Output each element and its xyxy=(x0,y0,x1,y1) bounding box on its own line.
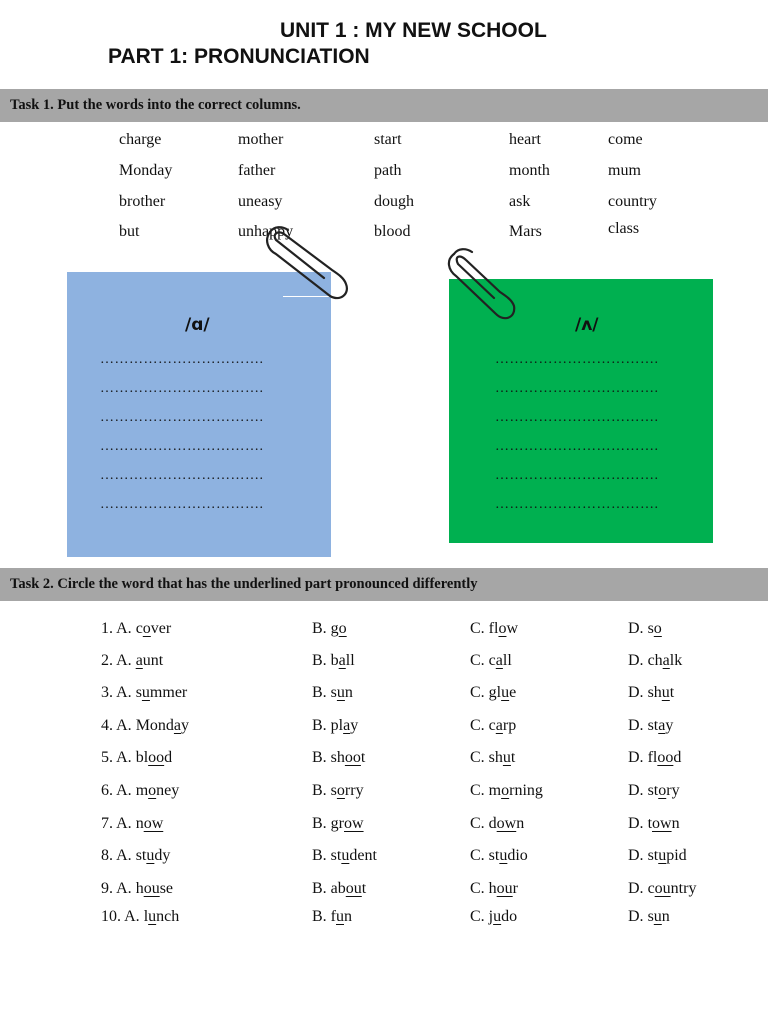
option-letter: B. xyxy=(312,652,327,669)
question-number: 8. xyxy=(101,847,113,864)
underlined-part: u xyxy=(493,908,502,925)
option-letter: C. xyxy=(470,620,485,637)
underlined-part: o xyxy=(148,782,157,799)
question-option[interactable] xyxy=(470,652,512,670)
paperclip-icon xyxy=(444,246,522,324)
question-option[interactable] xyxy=(470,908,517,926)
underlined-part: u xyxy=(146,847,155,864)
question-option[interactable] xyxy=(312,880,366,898)
column-a-symbol: /ɑ/ xyxy=(185,315,210,335)
question-option[interactable] xyxy=(101,847,170,865)
word-item[interactable]: uneasy xyxy=(238,193,283,210)
underlined-part: ou xyxy=(496,880,513,897)
question-number: 4. xyxy=(101,717,113,734)
underlined-part: ow xyxy=(143,815,164,832)
word-item[interactable]: unhappy xyxy=(238,223,294,240)
option-letter: C. xyxy=(470,782,485,799)
word-item[interactable]: Mars xyxy=(509,223,542,240)
option-word-end: dio xyxy=(507,847,528,864)
option-word-start: l xyxy=(143,908,149,925)
question-option[interactable] xyxy=(312,620,347,638)
question-option[interactable] xyxy=(470,749,515,767)
part-title: PART 1: PRONUNCIATION xyxy=(108,45,370,68)
option-letter: D. xyxy=(628,749,644,766)
question-option[interactable] xyxy=(628,684,674,702)
underlined-part: u xyxy=(653,908,662,925)
option-word-start: st xyxy=(330,847,342,864)
option-word-end: se xyxy=(159,880,174,897)
option-word-end: t xyxy=(669,684,675,701)
option-word-end: y xyxy=(181,717,190,734)
answer-blank[interactable]: ……………………………. xyxy=(495,352,659,367)
word-item[interactable]: country xyxy=(608,193,657,210)
word-item[interactable]: heart xyxy=(509,131,541,148)
option-word-start: bl xyxy=(135,749,149,766)
answer-blank[interactable]: ……………………………. xyxy=(495,410,659,425)
question-option[interactable] xyxy=(470,782,543,800)
option-word-end: do xyxy=(501,908,518,925)
option-letter: C. xyxy=(470,717,485,734)
question-option[interactable] xyxy=(470,880,518,898)
task2-instruction-band xyxy=(0,568,768,601)
underlined-part: u xyxy=(499,847,508,864)
option-word-end: d xyxy=(164,749,173,766)
answer-blank[interactable]: ……………………………. xyxy=(100,352,264,367)
underlined-part: a xyxy=(495,652,503,669)
option-word-start: j xyxy=(488,908,494,925)
option-word-end: ll xyxy=(502,652,512,669)
option-word-start: fl xyxy=(647,749,658,766)
question-option[interactable] xyxy=(312,815,364,833)
answer-blank[interactable]: ……………………………. xyxy=(100,439,264,454)
answer-blank[interactable]: ……………………………. xyxy=(495,439,659,454)
underlined-part: ou xyxy=(654,880,671,897)
underlined-part: oo xyxy=(148,749,165,766)
option-word-start: s xyxy=(647,620,654,637)
underlined-part: u xyxy=(501,684,510,701)
option-letter: D. xyxy=(628,908,644,925)
word-item[interactable]: month xyxy=(509,162,550,179)
question-option[interactable] xyxy=(101,880,173,898)
option-letter: A. xyxy=(116,652,132,669)
option-letter: D. xyxy=(628,815,644,832)
underlined-part: u xyxy=(661,684,670,701)
option-word-start: Mond xyxy=(135,717,174,734)
option-letter: D. xyxy=(628,782,644,799)
answer-blank[interactable]: ……………………………. xyxy=(100,410,264,425)
option-word-end: pid xyxy=(666,847,687,864)
question-option[interactable] xyxy=(470,717,516,735)
option-word-start: sh xyxy=(647,684,662,701)
option-word-start: st xyxy=(647,717,659,734)
word-item[interactable]: mother xyxy=(238,131,284,148)
option-letter: B. xyxy=(312,782,327,799)
option-word-start: st xyxy=(647,782,659,799)
word-item[interactable]: brother xyxy=(119,193,166,210)
option-letter: A. xyxy=(116,815,132,832)
option-word-start: g xyxy=(330,620,339,637)
question-option[interactable] xyxy=(470,684,516,702)
option-word-end: ry xyxy=(666,782,680,799)
underlined-part: ou xyxy=(143,880,160,897)
task1-instruction-band xyxy=(0,89,768,122)
option-letter: C. xyxy=(470,908,485,925)
question-option[interactable] xyxy=(628,847,687,865)
option-word-end: r xyxy=(512,880,518,897)
question-option[interactable] xyxy=(628,880,696,898)
option-word-start: c xyxy=(647,880,655,897)
underlined-part: a xyxy=(658,717,666,734)
option-word-end: rning xyxy=(509,782,543,799)
underlined-part: u xyxy=(336,908,344,925)
underlined-part: a xyxy=(662,652,670,669)
question-number: 1. xyxy=(101,620,113,637)
word-item[interactable]: path xyxy=(374,162,402,179)
option-word-end: ver xyxy=(150,620,172,637)
option-word-end: mmer xyxy=(149,684,188,701)
option-word-start: n xyxy=(135,815,144,832)
question-option[interactable] xyxy=(101,815,163,833)
question-option[interactable] xyxy=(312,652,355,670)
underlined-part: o xyxy=(658,782,667,799)
question-option[interactable] xyxy=(312,717,358,735)
option-word-start: m xyxy=(135,782,149,799)
option-word-end: ney xyxy=(156,782,180,799)
word-item[interactable]: dough xyxy=(374,193,414,210)
option-letter: D. xyxy=(628,652,644,669)
underlined-part: u xyxy=(336,684,345,701)
answer-blank[interactable]: ……………………………. xyxy=(495,381,659,396)
option-word-start: h xyxy=(488,880,497,897)
underlined-part: ou xyxy=(345,880,362,897)
option-letter: A. xyxy=(116,782,132,799)
task2-instruction: Task 2. Circle the word that has the underlined part pronounced differently xyxy=(10,576,478,592)
underlined-part: oo xyxy=(657,749,674,766)
question-option[interactable] xyxy=(628,620,662,638)
underlined-part: u xyxy=(148,908,157,925)
option-word-start: c xyxy=(488,717,496,734)
option-word-start: fl xyxy=(488,620,499,637)
option-word-end: n xyxy=(516,815,525,832)
question-number: 5. xyxy=(101,749,113,766)
question-option[interactable] xyxy=(101,908,179,926)
question-option[interactable] xyxy=(312,908,352,926)
option-letter: B. xyxy=(312,620,327,637)
option-letter: D. xyxy=(628,880,644,897)
question-option[interactable] xyxy=(101,749,172,767)
option-word-end: n xyxy=(671,815,680,832)
word-item[interactable]: father xyxy=(238,162,276,179)
underlined-part: a xyxy=(173,717,182,734)
task1-instruction: Task 1. Put the words into the correct columns. xyxy=(10,97,301,113)
option-word-start: ch xyxy=(647,652,663,669)
option-letter: B. xyxy=(312,717,327,734)
option-letter: B. xyxy=(312,847,327,864)
question-option[interactable] xyxy=(312,684,353,702)
underlined-part: a xyxy=(135,652,143,669)
option-letter: B. xyxy=(312,880,327,897)
word-item[interactable]: but xyxy=(119,223,140,240)
question-number: 7. xyxy=(101,815,113,832)
question-option[interactable] xyxy=(628,815,680,833)
question-option[interactable] xyxy=(628,652,682,670)
option-letter: A. xyxy=(116,717,132,734)
question-option[interactable] xyxy=(628,717,673,735)
option-word-start: m xyxy=(488,782,502,799)
question-option[interactable] xyxy=(312,847,377,865)
option-letter: C. xyxy=(470,652,485,669)
answer-blank[interactable]: ……………………………. xyxy=(100,381,264,396)
question-option[interactable] xyxy=(470,847,528,865)
underlined-part: o xyxy=(336,782,345,799)
question-number: 3. xyxy=(101,684,113,701)
option-word-end: rry xyxy=(344,782,364,799)
word-item[interactable]: come xyxy=(608,131,643,148)
underlined-part: u xyxy=(341,847,350,864)
option-letter: B. xyxy=(312,684,327,701)
option-word-end: e xyxy=(509,684,517,701)
underlined-part: u xyxy=(502,749,511,766)
question-number: 2. xyxy=(101,652,113,669)
underlined-part: a xyxy=(338,652,346,669)
question-option[interactable] xyxy=(470,815,524,833)
word-item[interactable]: ask xyxy=(509,193,531,210)
underlined-part: o xyxy=(501,782,510,799)
underlined-part: o xyxy=(498,620,507,637)
column-uh-symbol: /ʌ/ xyxy=(575,315,599,335)
option-letter: D. xyxy=(628,847,644,864)
answer-blank[interactable]: ……………………………. xyxy=(100,468,264,483)
option-word-start: c xyxy=(488,652,496,669)
option-letter: A. xyxy=(116,880,132,897)
question-option[interactable] xyxy=(312,782,364,800)
word-item[interactable]: class xyxy=(608,220,640,237)
option-letter: D. xyxy=(628,684,644,701)
option-letter: A. xyxy=(116,749,132,766)
underlined-part: o xyxy=(338,620,347,637)
question-number: 9. xyxy=(101,880,113,897)
option-word-start: st xyxy=(488,847,500,864)
option-word-end: lk xyxy=(669,652,683,669)
option-word-end: t xyxy=(361,880,367,897)
question-option[interactable] xyxy=(101,684,187,702)
option-letter: D. xyxy=(628,717,644,734)
option-word-start: ab xyxy=(330,880,346,897)
question-option[interactable] xyxy=(101,620,171,638)
option-word-end: unt xyxy=(142,652,164,669)
option-word-end: t xyxy=(360,749,366,766)
option-word-start: gr xyxy=(330,815,344,832)
option-word-start: s xyxy=(135,684,142,701)
option-word-start: st xyxy=(135,847,147,864)
option-letter: C. xyxy=(470,815,485,832)
question-option[interactable] xyxy=(628,908,670,926)
option-word-end: n xyxy=(661,908,670,925)
option-letter: C. xyxy=(470,749,485,766)
option-letter: D. xyxy=(628,620,644,637)
option-word-start: pl xyxy=(330,717,344,734)
option-word-start: f xyxy=(330,908,336,925)
option-word-start: sh xyxy=(330,749,345,766)
option-word-start: s xyxy=(330,684,337,701)
answer-blank[interactable]: ……………………………. xyxy=(495,468,659,483)
underlined-part: u xyxy=(658,847,667,864)
option-word-end: rp xyxy=(502,717,517,734)
option-word-start: d xyxy=(488,815,497,832)
option-word-start: s xyxy=(647,908,654,925)
option-letter: C. xyxy=(470,880,485,897)
word-item[interactable]: mum xyxy=(608,162,641,179)
option-word-start: sh xyxy=(488,749,503,766)
question-option[interactable] xyxy=(628,782,680,800)
option-word-end: d xyxy=(673,749,682,766)
note-column-a xyxy=(67,272,331,557)
option-word-start: gl xyxy=(488,684,502,701)
option-word-start: b xyxy=(330,652,339,669)
option-letter: B. xyxy=(312,908,327,925)
question-number: 6. xyxy=(101,782,113,799)
paperclip-icon xyxy=(262,222,354,302)
option-word-end: n xyxy=(344,908,352,925)
underlined-part: o xyxy=(142,620,151,637)
option-word-start: h xyxy=(135,880,144,897)
option-word-end: dy xyxy=(154,847,171,864)
unit-title: UNIT 1 : MY NEW SCHOOL xyxy=(280,19,547,42)
underlined-part: u xyxy=(141,684,150,701)
question-option[interactable] xyxy=(470,620,518,638)
question-number: 10. xyxy=(101,908,121,925)
question-option[interactable] xyxy=(628,749,681,767)
option-word-end: w xyxy=(506,620,519,637)
word-item[interactable]: blood xyxy=(374,223,411,240)
underlined-part: a xyxy=(495,717,503,734)
question-option[interactable] xyxy=(101,782,179,800)
option-letter: C. xyxy=(470,684,485,701)
underlined-part: o xyxy=(653,620,662,637)
underlined-part: ow xyxy=(496,815,517,832)
option-word-end: t xyxy=(510,749,516,766)
question-option[interactable] xyxy=(101,652,163,670)
underlined-part: ow xyxy=(652,815,672,832)
option-word-end: y xyxy=(665,717,674,734)
option-letter: B. xyxy=(312,749,327,766)
option-word-end: nch xyxy=(156,908,180,925)
option-word-start: c xyxy=(135,620,143,637)
word-item[interactable]: charge xyxy=(119,131,162,148)
option-letter: A. xyxy=(124,908,140,925)
question-option[interactable] xyxy=(312,749,365,767)
option-letter: A. xyxy=(116,684,132,701)
option-letter: B. xyxy=(312,815,327,832)
option-word-end: y xyxy=(350,717,359,734)
underlined-part: ow xyxy=(344,815,364,832)
word-item[interactable]: Monday xyxy=(119,162,173,179)
option-word-end: n xyxy=(344,684,353,701)
option-letter: C. xyxy=(470,847,485,864)
word-item[interactable]: start xyxy=(374,131,402,148)
option-letter: A. xyxy=(116,620,132,637)
underlined-part: a xyxy=(343,717,351,734)
underlined-part: oo xyxy=(344,749,361,766)
answer-blank[interactable]: ……………………………. xyxy=(100,497,264,512)
answer-blank[interactable]: ……………………………. xyxy=(495,497,659,512)
option-word-start: st xyxy=(647,847,659,864)
option-word-end: dent xyxy=(349,847,377,864)
option-word-end: ntry xyxy=(670,880,697,897)
question-option[interactable] xyxy=(101,717,189,735)
option-word-start: t xyxy=(647,815,653,832)
option-word-end: ll xyxy=(345,652,355,669)
option-word-start: s xyxy=(330,782,337,799)
option-letter: A. xyxy=(116,847,132,864)
